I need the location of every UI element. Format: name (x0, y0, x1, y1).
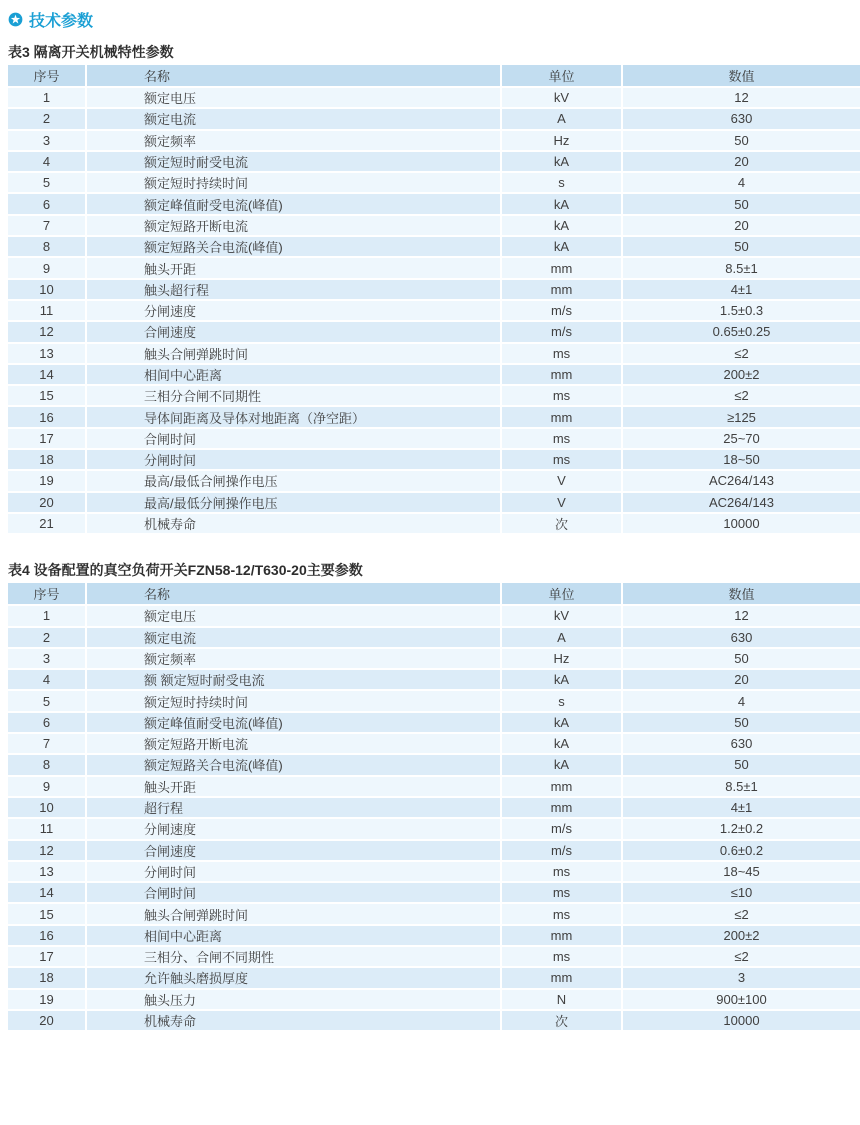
cell-unit: kA (502, 216, 621, 235)
table-row (8, 968, 860, 987)
cell-unit: mm (502, 407, 621, 426)
cell-value: 20 (623, 152, 860, 171)
cell-value: ≤2 (623, 947, 860, 966)
cell-serial: 20 (8, 1011, 85, 1030)
cell-unit: kA (502, 194, 621, 213)
table-row (8, 471, 860, 490)
table-row (8, 883, 860, 902)
cell-unit: kV (502, 88, 621, 107)
cell-value: 18~50 (623, 450, 860, 469)
cell-serial: 15 (8, 904, 85, 923)
table-row (8, 628, 860, 647)
cell-unit: kA (502, 713, 621, 732)
cell-serial: 15 (8, 386, 85, 405)
table-row (8, 841, 860, 860)
table-row (8, 606, 860, 625)
cell-unit: kA (502, 670, 621, 689)
cell-serial: 13 (8, 862, 85, 881)
cell-value: 200±2 (623, 365, 860, 384)
cell-name: 分闸时间 (87, 862, 500, 881)
table-row (8, 429, 860, 448)
cell-unit: ms (502, 904, 621, 923)
page-title (8, 8, 854, 31)
cell-serial: 13 (8, 344, 85, 363)
table-row (8, 173, 860, 192)
cell-value: 50 (623, 237, 860, 256)
cell-serial: 12 (8, 841, 85, 860)
cell-unit: s (502, 691, 621, 710)
cell-value: 20 (623, 216, 860, 235)
cell-name: 相间中心距离 (87, 926, 500, 945)
cell-unit: ms (502, 947, 621, 966)
cell-serial: 5 (8, 173, 85, 192)
cell-name: 合闸速度 (87, 841, 500, 860)
cell-name: 三相分合闸不同期性 (87, 386, 500, 405)
table-row (8, 904, 860, 923)
cell-unit: kV (502, 606, 621, 625)
cell-serial: 14 (8, 365, 85, 384)
cell-value: 8.5±1 (623, 777, 860, 796)
table-row (8, 1011, 860, 1030)
cell-value: 50 (623, 131, 860, 150)
cell-serial: 7 (8, 216, 85, 235)
cell-unit: ms (502, 862, 621, 881)
cell-value: 630 (623, 628, 860, 647)
table-row (8, 109, 860, 128)
cell-value: 630 (623, 109, 860, 128)
cell-name: 触头压力 (87, 990, 500, 1009)
cell-value: 50 (623, 755, 860, 774)
table-row (8, 862, 860, 881)
table-row (8, 990, 860, 1009)
table-row (8, 216, 860, 235)
cell-name: 触头合闸弹跳时间 (87, 344, 500, 363)
cell-serial: 3 (8, 649, 85, 668)
cell-serial: 16 (8, 926, 85, 945)
cell-name: 额 额定短时耐受电流 (87, 670, 500, 689)
cell-serial: 5 (8, 691, 85, 710)
table-row (8, 493, 860, 512)
cell-value: 10000 (623, 514, 860, 533)
column-header-name: 名称 (87, 65, 500, 86)
cell-serial: 10 (8, 798, 85, 817)
cell-value: 4±1 (623, 798, 860, 817)
cell-value: 12 (623, 88, 860, 107)
cell-name: 额定电流 (87, 628, 500, 647)
cell-name: 额定短路开断电流 (87, 734, 500, 753)
cell-serial: 17 (8, 429, 85, 448)
cell-unit: mm (502, 280, 621, 299)
cell-name: 额定电压 (87, 88, 500, 107)
table-row (8, 734, 860, 753)
cell-unit: kA (502, 237, 621, 256)
cell-unit: 次 (502, 1011, 621, 1030)
table-row (8, 194, 860, 213)
cell-name: 额定频率 (87, 649, 500, 668)
column-header-name: 名称 (87, 583, 500, 604)
cell-value: 50 (623, 194, 860, 213)
cell-name: 相间中心距离 (87, 365, 500, 384)
cell-serial: 4 (8, 152, 85, 171)
cell-value: 0.6±0.2 (623, 841, 860, 860)
cell-name: 合闸时间 (87, 429, 500, 448)
table-row (8, 322, 860, 341)
column-header-serial: 序号 (8, 583, 85, 604)
cell-name: 最高/最低合闸操作电压 (87, 471, 500, 490)
cell-name: 合闸速度 (87, 322, 500, 341)
cell-serial: 19 (8, 471, 85, 490)
cell-name: 额定短路关合电流(峰值) (87, 237, 500, 256)
cell-name: 额定频率 (87, 131, 500, 150)
table-row (8, 947, 860, 966)
table-row (8, 88, 860, 107)
cell-name: 额定短路关合电流(峰值) (87, 755, 500, 774)
table4-caption: 表4 设备配置的真空负荷开关FZN58-12/T630-20主要参数 (8, 562, 363, 579)
cell-serial: 8 (8, 755, 85, 774)
cell-name: 分闸速度 (87, 819, 500, 838)
table-row (8, 670, 860, 689)
cell-value: 4 (623, 173, 860, 192)
star-circle-icon (8, 12, 23, 27)
cell-value: AC264/143 (623, 493, 860, 512)
cell-serial: 21 (8, 514, 85, 533)
table-row (8, 649, 860, 668)
cell-serial: 2 (8, 109, 85, 128)
cell-name: 触头开距 (87, 777, 500, 796)
cell-value: 50 (623, 713, 860, 732)
cell-serial: 6 (8, 713, 85, 732)
cell-serial: 10 (8, 280, 85, 299)
cell-serial: 14 (8, 883, 85, 902)
cell-serial: 20 (8, 493, 85, 512)
cell-name: 额定峰值耐受电流(峰值) (87, 194, 500, 213)
cell-serial: 8 (8, 237, 85, 256)
table-row (8, 365, 860, 384)
cell-name: 额定短时持续时间 (87, 173, 500, 192)
cell-value: AC264/143 (623, 471, 860, 490)
cell-value: 3 (623, 968, 860, 987)
cell-unit: mm (502, 798, 621, 817)
cell-serial: 1 (8, 606, 85, 625)
cell-name: 额定短路开断电流 (87, 216, 500, 235)
table3 (6, 63, 860, 535)
cell-name: 触头开距 (87, 258, 500, 277)
cell-unit: ms (502, 450, 621, 469)
cell-name: 允许触头磨损厚度 (87, 968, 500, 987)
cell-name: 导体间距离及导体对地距离（净空距） (87, 407, 500, 426)
cell-name: 最高/最低分闸操作电压 (87, 493, 500, 512)
cell-value: 630 (623, 734, 860, 753)
table-row (8, 755, 860, 774)
cell-serial: 11 (8, 301, 85, 320)
table-row (8, 344, 860, 363)
column-header-unit: 单位 (502, 583, 621, 604)
cell-serial: 7 (8, 734, 85, 753)
cell-value: 4 (623, 691, 860, 710)
cell-unit: mm (502, 926, 621, 945)
cell-name: 合闸时间 (87, 883, 500, 902)
cell-unit: mm (502, 777, 621, 796)
cell-name: 触头合闸弹跳时间 (87, 904, 500, 923)
column-header-unit: 单位 (502, 65, 621, 86)
header-row (8, 583, 860, 604)
cell-unit: V (502, 471, 621, 490)
column-header-value: 数值 (623, 65, 860, 86)
cell-serial: 18 (8, 968, 85, 987)
table-row (8, 926, 860, 945)
table-row (8, 798, 860, 817)
cell-serial: 18 (8, 450, 85, 469)
cell-serial: 11 (8, 819, 85, 838)
cell-value: 18~45 (623, 862, 860, 881)
cell-value: 10000 (623, 1011, 860, 1030)
cell-unit: Hz (502, 649, 621, 668)
cell-unit: mm (502, 968, 621, 987)
cell-unit: m/s (502, 322, 621, 341)
cell-unit: s (502, 173, 621, 192)
cell-value: ≤2 (623, 386, 860, 405)
cell-value: 20 (623, 670, 860, 689)
cell-name: 分闸速度 (87, 301, 500, 320)
table-row (8, 713, 860, 732)
column-header-value: 数值 (623, 583, 860, 604)
table4 (6, 581, 860, 1032)
cell-unit: kA (502, 755, 621, 774)
cell-name: 三相分、合闸不同期性 (87, 947, 500, 966)
cell-value: 12 (623, 606, 860, 625)
cell-unit: ms (502, 429, 621, 448)
cell-serial: 17 (8, 947, 85, 966)
cell-serial: 4 (8, 670, 85, 689)
cell-value: ≥125 (623, 407, 860, 426)
cell-value: 4±1 (623, 280, 860, 299)
cell-unit: Hz (502, 131, 621, 150)
table3-caption: 表3 隔离开关机械特性参数 (8, 44, 174, 60)
cell-serial: 3 (8, 131, 85, 150)
cell-unit: ms (502, 386, 621, 405)
table-row (8, 237, 860, 256)
cell-unit: A (502, 628, 621, 647)
cell-name: 触头超行程 (87, 280, 500, 299)
cell-value: 25~70 (623, 429, 860, 448)
cell-value: 8.5±1 (623, 258, 860, 277)
table-row (8, 514, 860, 533)
table-row (8, 258, 860, 277)
cell-serial: 9 (8, 777, 85, 796)
cell-serial: 16 (8, 407, 85, 426)
cell-serial: 2 (8, 628, 85, 647)
table-row (8, 386, 860, 405)
cell-unit: ms (502, 344, 621, 363)
cell-value: ≤2 (623, 344, 860, 363)
cell-name: 机械寿命 (87, 1011, 500, 1030)
cell-value: 50 (623, 649, 860, 668)
cell-unit: A (502, 109, 621, 128)
cell-name: 额定短时持续时间 (87, 691, 500, 710)
cell-unit: mm (502, 365, 621, 384)
cell-value: 200±2 (623, 926, 860, 945)
cell-unit: N (502, 990, 621, 1009)
cell-serial: 6 (8, 194, 85, 213)
table-row (8, 691, 860, 710)
cell-name: 额定短时耐受电流 (87, 152, 500, 171)
table-row (8, 819, 860, 838)
table-row (8, 407, 860, 426)
page-title-text: 技术参数 (29, 13, 94, 30)
cell-unit: m/s (502, 841, 621, 860)
cell-unit: kA (502, 152, 621, 171)
cell-unit: m/s (502, 819, 621, 838)
cell-unit: V (502, 493, 621, 512)
cell-unit: mm (502, 258, 621, 277)
cell-unit: kA (502, 734, 621, 753)
table3-section (8, 44, 854, 535)
table-row (8, 152, 860, 171)
header-row (8, 65, 860, 86)
cell-value: 1.2±0.2 (623, 819, 860, 838)
cell-value: 0.65±0.25 (623, 322, 860, 341)
cell-unit: m/s (502, 301, 621, 320)
cell-serial: 1 (8, 88, 85, 107)
cell-name: 额定峰值耐受电流(峰值) (87, 713, 500, 732)
cell-name: 额定电流 (87, 109, 500, 128)
cell-serial: 19 (8, 990, 85, 1009)
table-row (8, 777, 860, 796)
cell-value: 1.5±0.3 (623, 301, 860, 320)
cell-serial: 9 (8, 258, 85, 277)
cell-value: 900±100 (623, 990, 860, 1009)
cell-name: 额定电压 (87, 606, 500, 625)
cell-unit: 次 (502, 514, 621, 533)
table-row (8, 450, 860, 469)
table-row (8, 280, 860, 299)
cell-name: 机械寿命 (87, 514, 500, 533)
cell-unit: ms (502, 883, 621, 902)
table-row (8, 301, 860, 320)
table4-section (8, 562, 854, 1032)
cell-serial: 12 (8, 322, 85, 341)
table-row (8, 131, 860, 150)
cell-name: 分闸时间 (87, 450, 500, 469)
cell-value: ≤2 (623, 904, 860, 923)
cell-name: 超行程 (87, 798, 500, 817)
cell-value: ≤10 (623, 883, 860, 902)
column-header-serial: 序号 (8, 65, 85, 86)
